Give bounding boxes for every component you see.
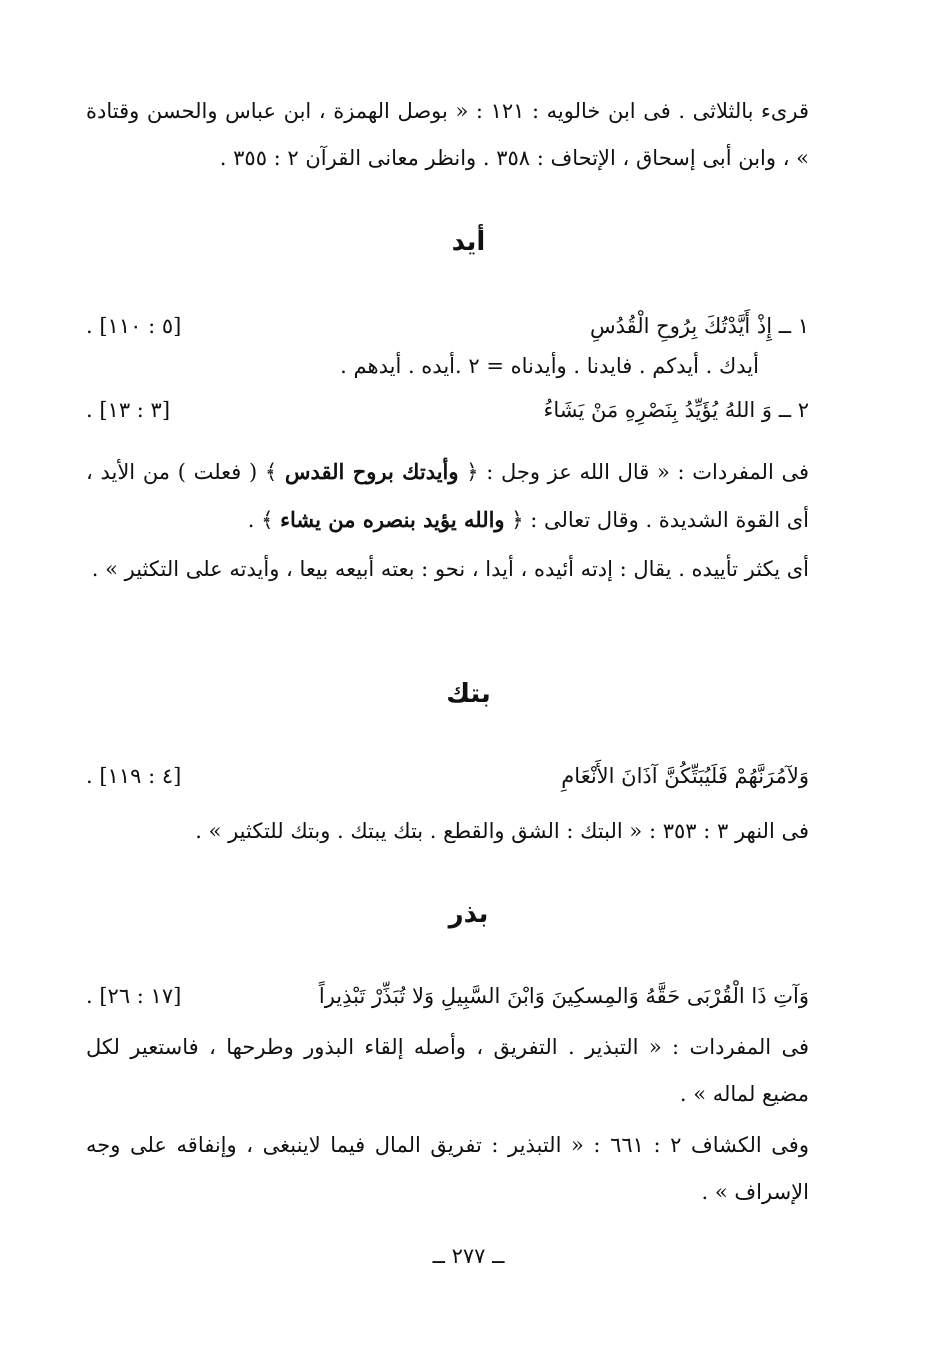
section-heading-bathr: بذر <box>448 899 489 929</box>
quoted-verse: وأيدتك بروح القدس <box>284 459 459 484</box>
commentary-text: فى النهر ٣ : ٣٥٣ : « البتك : الشق والقطع . بتك يبتك . وبتك للتكثير » . <box>195 819 809 843</box>
page-number: ــ ٢٧٧ ــ <box>432 1244 505 1268</box>
verse-line <box>86 390 809 430</box>
commentary-paragraph <box>86 1024 809 1118</box>
commentary-paragraph <box>86 448 809 544</box>
commentary-text: وفى الكشاف ٢ : ٦٦١ : « التبذير : تفريق المال فيما لاينبغى ، وإنفاقه على وجه الإسراف » . <box>86 1133 809 1204</box>
verse-line <box>86 976 809 1016</box>
commentary-text: ﴾ ( فعلت ) من الأيد ، أى القوة الشديدة . وقال تعالى : ﴿ <box>86 460 809 532</box>
word-forms: أيدك . أيدكم . فايدنا . وأيدناه = ٢ .أيده . أيدهم . <box>340 354 759 378</box>
commentary-paragraph <box>86 808 809 855</box>
quoted-verse: والله يؤيد بنصره من يشاء <box>280 507 505 532</box>
verse-line <box>86 306 809 346</box>
verse-text: وَلآمُرَنَّهُمْ فَلَيُبَتِّكُنَّ آذَانَ الأَنْعَامِ <box>561 764 809 788</box>
verse-text: ١ ــ إِذْ أَيَّدْتُكَ بِرُوحِ الْقُدُسِ <box>589 314 809 338</box>
commentary-text: فى المفردات : « قال الله عز وجل : ﴿ <box>458 460 809 484</box>
commentary-text: أى يكثر تأييده . يقال : إدته أئيده ، أيدا ، نحو : بعته أبيعه بيعا ، وأيدته على التكثير » . <box>91 557 809 581</box>
verse-reference: [٣ : ١٣] . <box>86 398 171 422</box>
commentary-paragraph <box>86 546 809 593</box>
intro-paragraph <box>86 88 809 182</box>
verse-text: وَآتِ ذَا الْقُرْبَى حَقَّهُ وَالمِسكِينَ وَابْنَ السَّبِيلِ وَلا تُبَذِّرْ تَبْذِيراً <box>318 984 809 1008</box>
section-heading-batk: بتك <box>446 679 491 709</box>
word-forms-line <box>86 346 759 386</box>
verse-reference: [١٧ : ٢٦] . <box>86 984 182 1008</box>
intro-line-2: وقتادة » ، وابن أبى إسحاق ، الإتحاف : ٣٥٨ . وانظر معانى القرآن ٢ : ٣٥٥ . <box>86 99 809 170</box>
commentary-text: ﴾ . <box>247 508 281 532</box>
verse-text: ٢ ــ وَ اللهُ يُؤَيِّدُ بِنَصْرِهِ مَنْ يَشَاءُ <box>543 398 809 422</box>
verse-reference: [٥ : ١١٠] . <box>86 314 182 338</box>
verse-reference: [٤ : ١١٩] . <box>86 764 182 788</box>
commentary-text: فى المفردات : « التبذير . التفريق ، وأصله إلقاء البذور وطرحها ، فاستعير لكل مضيع لماله » . <box>86 1035 809 1106</box>
intro-line-1: قرىء بالثلاثى . فى ابن خالويه : ١٢١ : « بوصل الهمزة ، ابن عباس والحسن <box>146 99 809 123</box>
verse-line <box>86 756 809 796</box>
section-heading-ayd: أيد <box>451 227 486 257</box>
commentary-paragraph <box>86 1122 809 1216</box>
